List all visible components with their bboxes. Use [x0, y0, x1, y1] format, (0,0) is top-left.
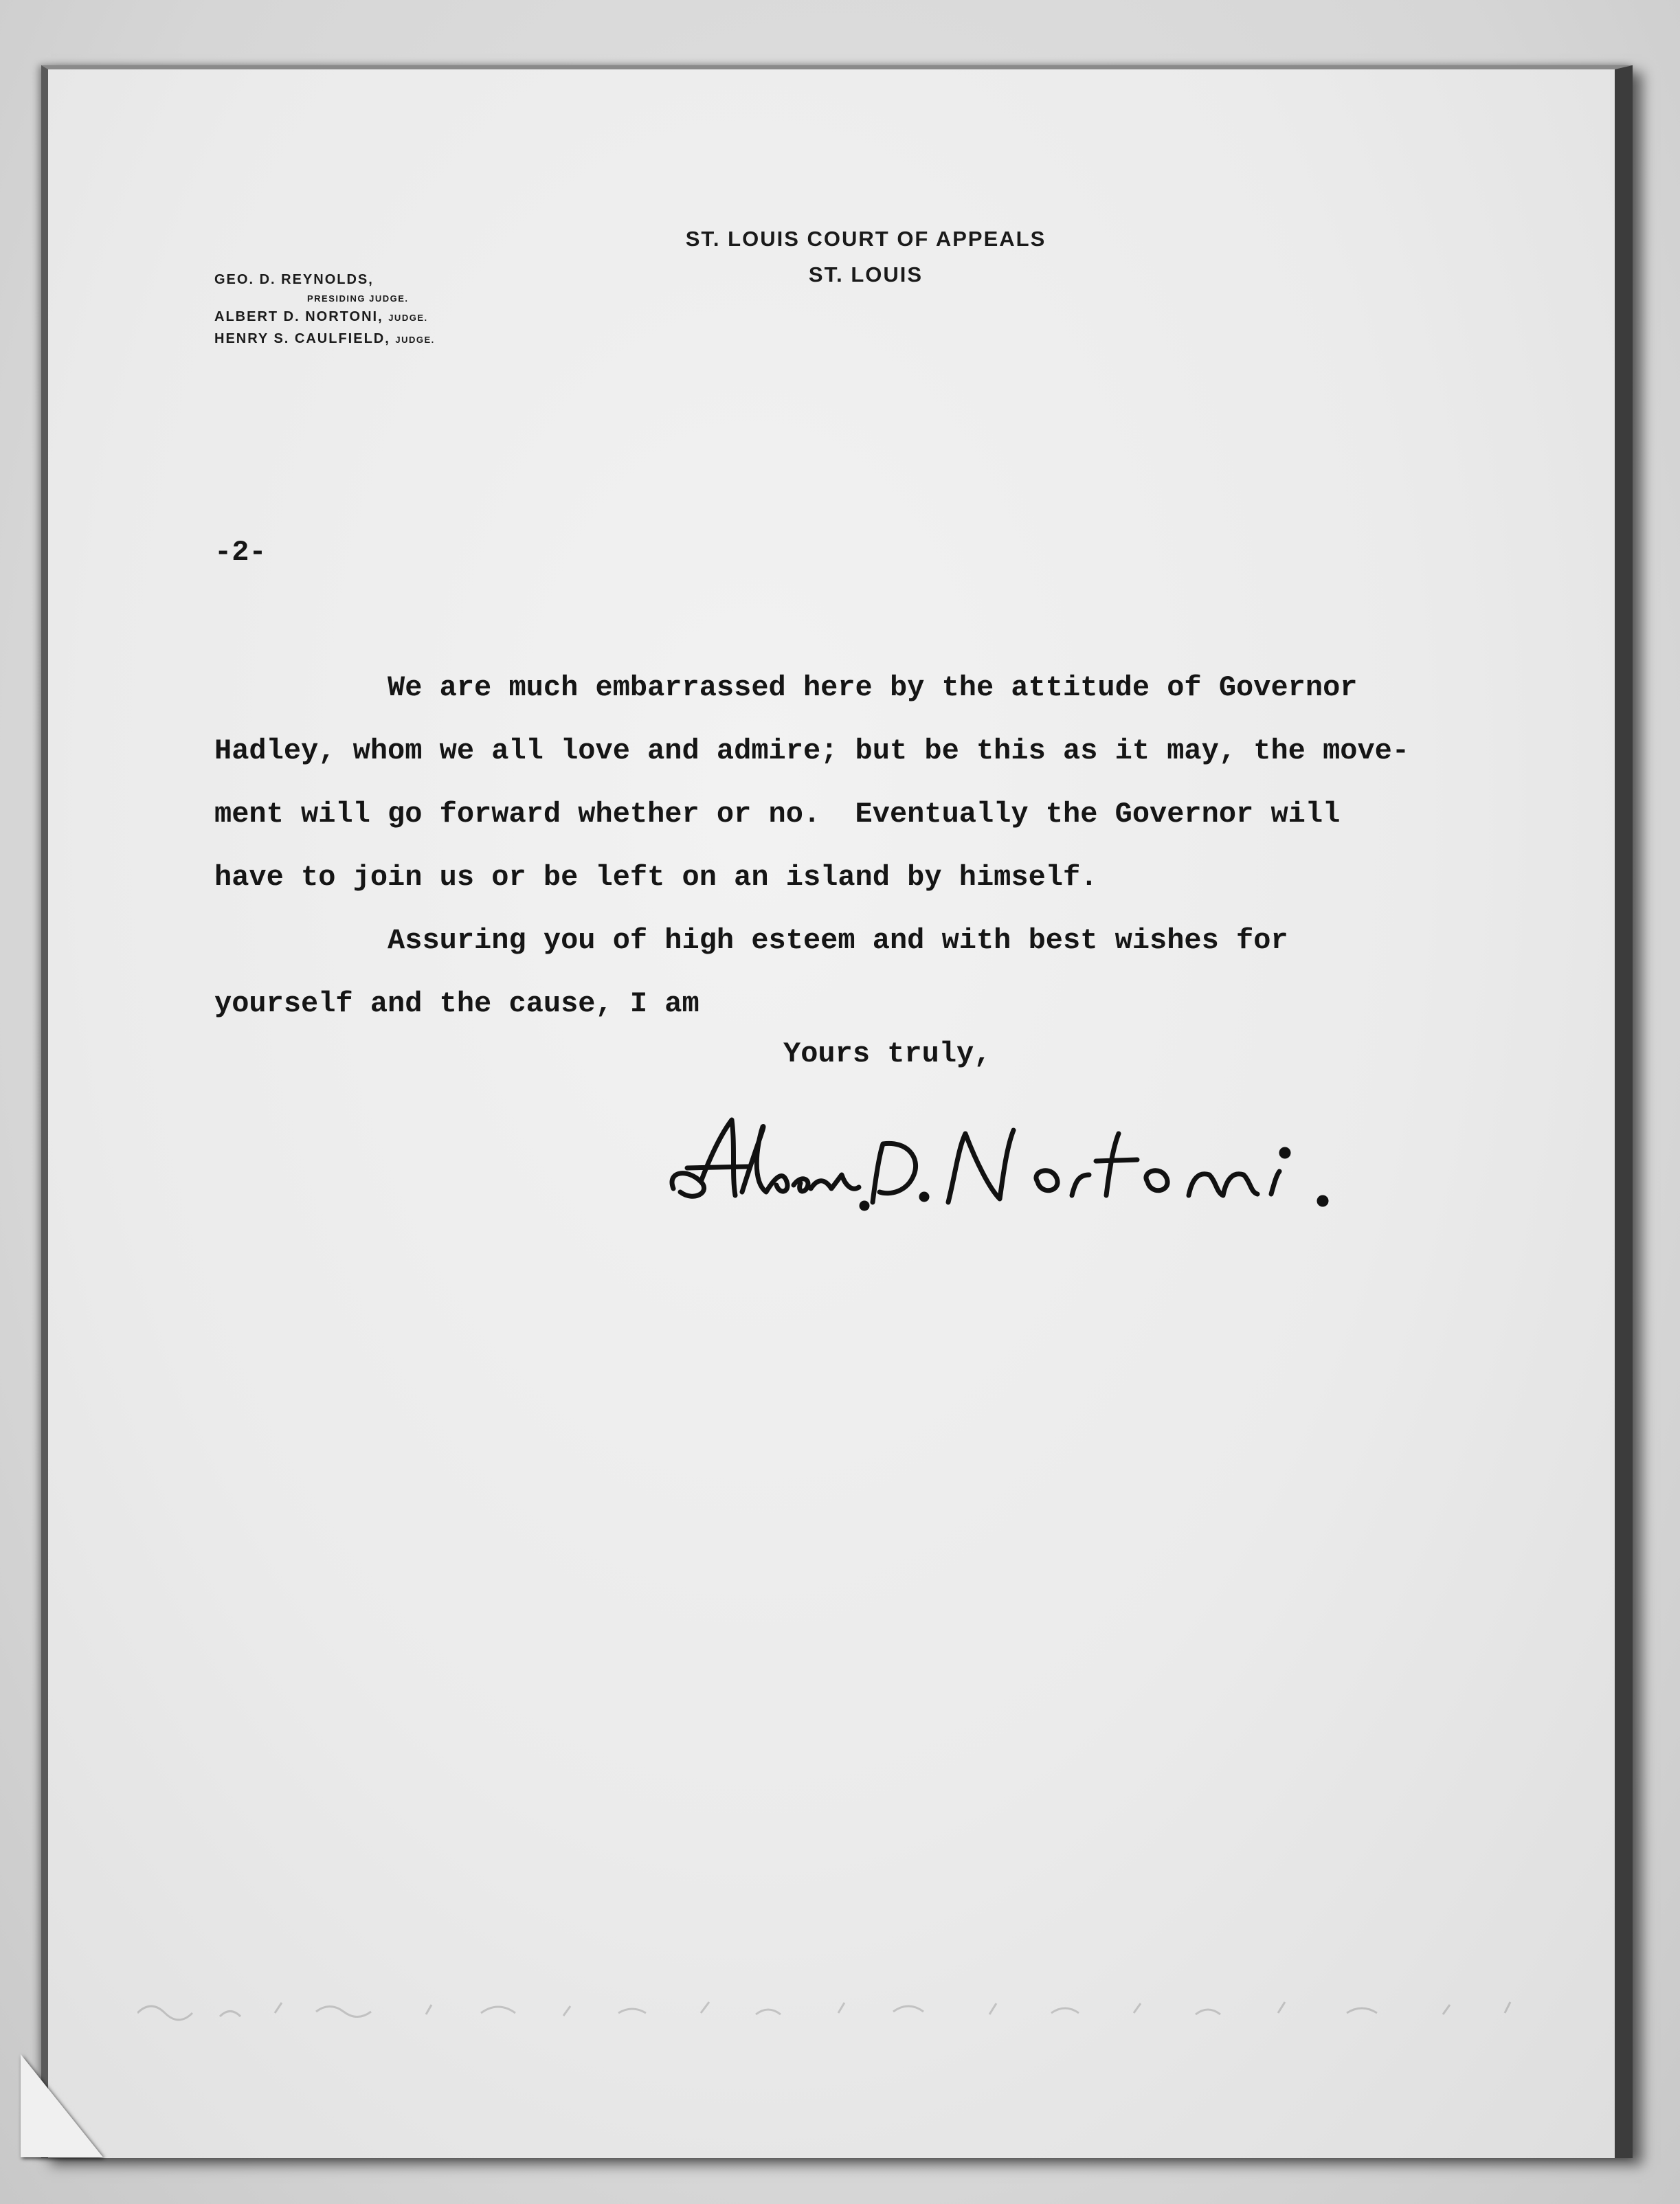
paragraph: We are much embarrassed here by the attitude of Governor Hadley, whom we all love and admire; but be this as it may, the move- ment will go forward whether or no. Eventually the Governor will have to join us or be left on an island by himself.	[214, 671, 1410, 894]
judge-name: HENRY S. CAULFIELD,	[214, 331, 390, 346]
judge-name: ALBERT D. NORTONI,	[214, 309, 383, 324]
judge-title: PRESIDING JUDGE.	[307, 293, 409, 304]
judge-nortoni	[214, 306, 435, 328]
judge-name: GEO. D. REYNOLDS,	[214, 272, 374, 287]
page-number: -2-	[214, 536, 267, 569]
judges-list	[214, 269, 435, 350]
page-corner-curl	[21, 2054, 103, 2157]
court-name: ST. LOUIS COURT OF APPEALS	[685, 227, 1046, 251]
letter-body	[214, 656, 1492, 1035]
judge-title: JUDGE.	[395, 335, 435, 345]
judge-reynolds	[214, 269, 435, 290]
closing: Yours truly,	[783, 1037, 992, 1070]
signature	[646, 1106, 1388, 1223]
bleed-through-marks	[137, 1992, 1546, 2034]
letterhead	[660, 221, 1072, 293]
judge-reynolds-title-line	[214, 290, 435, 306]
paragraph: Assuring you of high esteem and with best wishes for yourself and the cause, I am	[214, 924, 1288, 1020]
judge-title: JUDGE.	[388, 313, 428, 323]
judge-caulfield	[214, 328, 435, 350]
court-city: ST. LOUIS	[808, 262, 923, 286]
